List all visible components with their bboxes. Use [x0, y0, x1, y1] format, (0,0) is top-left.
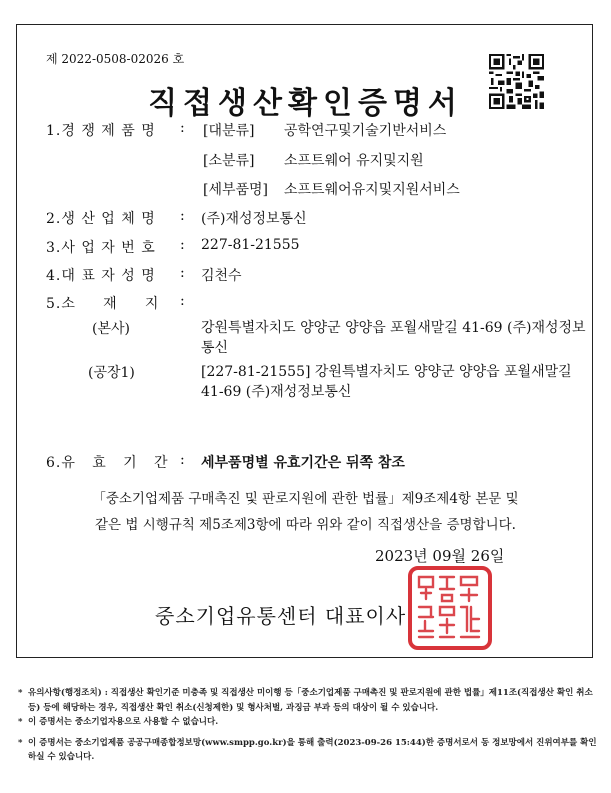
note-bullet: *	[18, 717, 23, 727]
colon: :	[180, 208, 185, 224]
note-text: 이 증명서는 중소기업자용으로 사용할 수 없습니다.	[28, 717, 219, 727]
colon: :	[180, 120, 185, 136]
product-major-value: 공학연구및기술기반서비스	[284, 123, 447, 139]
note-text: 유의사항(행정조치) : 직접생산 확인기준 미충족 및 직접생산 미이행 등「중소기업제품 구매촉진 및 판로지원에 관한 법률」제11조(직접생산 확인 취소 등) 등에 해당하는 경우, 직접생산 확인 취소(신청제한) 및 형사처벌, 과징금 부과 등의 대상이 될 수 있습니다.	[28, 688, 593, 713]
official-seal-icon	[407, 565, 493, 651]
note-text: 이 증명서는 중소기업제품 공공구매종합정보망(www.smpp.go.kr)을 통해 출력(2023-09-26 15:44)한 증명서로서 동 정보망에서 진위여부를 확인하실 수 있습니다.	[28, 737, 597, 762]
certification-line-2: 같은 법 시행규칙 제5조제3항에 따라 위와 같이 직접생산을 증명합니다.	[95, 517, 516, 533]
colon: :	[180, 237, 185, 253]
document-number: 제 2022-0508-02026 호	[46, 52, 185, 66]
address-label: 5.소 재 지	[46, 296, 160, 312]
product-minor-value: 소프트웨어 유지및지원	[284, 153, 424, 169]
note-bullet: *	[18, 688, 23, 698]
product-major-tag: [대분류]	[203, 123, 255, 139]
bizno-value: 227-81-21555	[201, 237, 300, 253]
hq-address: 강원특별자치도 양양군 양양읍 포월새말길 41-69 (주)재성정보통신	[201, 320, 586, 356]
colon: :	[180, 293, 185, 309]
factory-address: [227-81-21555] 강원특별자치도 양양군 양양읍 포월새말길 41-69 (주)재성정보통신	[201, 364, 572, 400]
company-label: 2.생 산 업 체 명	[46, 211, 156, 227]
notes-section	[18, 686, 603, 765]
certification-line-1: 「중소기업제품 구매촉진 및 판로지원에 관한 법률」제9조제4항 본문 및	[92, 491, 519, 507]
validity-value: 세부품명별 유효기간은 뒤쪽 참조	[201, 455, 405, 471]
colon: :	[180, 265, 185, 281]
hq-label: (본사)	[92, 321, 130, 337]
product-detail-value: 소프트웨어유지및지원서비스	[284, 182, 460, 198]
page-title: 직접생산확인증명서	[148, 86, 463, 121]
rep-label: 4.대 표 자 성 명	[46, 268, 156, 284]
rep-value: 김천수	[201, 268, 242, 284]
bizno-label: 3.사 업 자 번 호	[46, 240, 156, 256]
note-item	[18, 736, 603, 765]
product-minor-tag: [소분류]	[203, 153, 255, 169]
product-label: 1.경 쟁 제 품 명	[46, 123, 156, 139]
colon: :	[180, 452, 185, 468]
note-item	[18, 686, 603, 715]
issuer-name: 중소기업유통센터 대표이사	[155, 604, 407, 628]
factory-label: (공장1)	[88, 365, 135, 381]
note-bullet: *	[18, 737, 23, 748]
company-value: (주)재성정보통신	[201, 211, 307, 227]
note-item	[18, 715, 603, 730]
product-detail-tag: [세부품명]	[203, 182, 269, 198]
validity-label: 6.유 효 기 간	[46, 455, 169, 471]
issue-date: 2023년 09월 26일	[375, 547, 505, 565]
